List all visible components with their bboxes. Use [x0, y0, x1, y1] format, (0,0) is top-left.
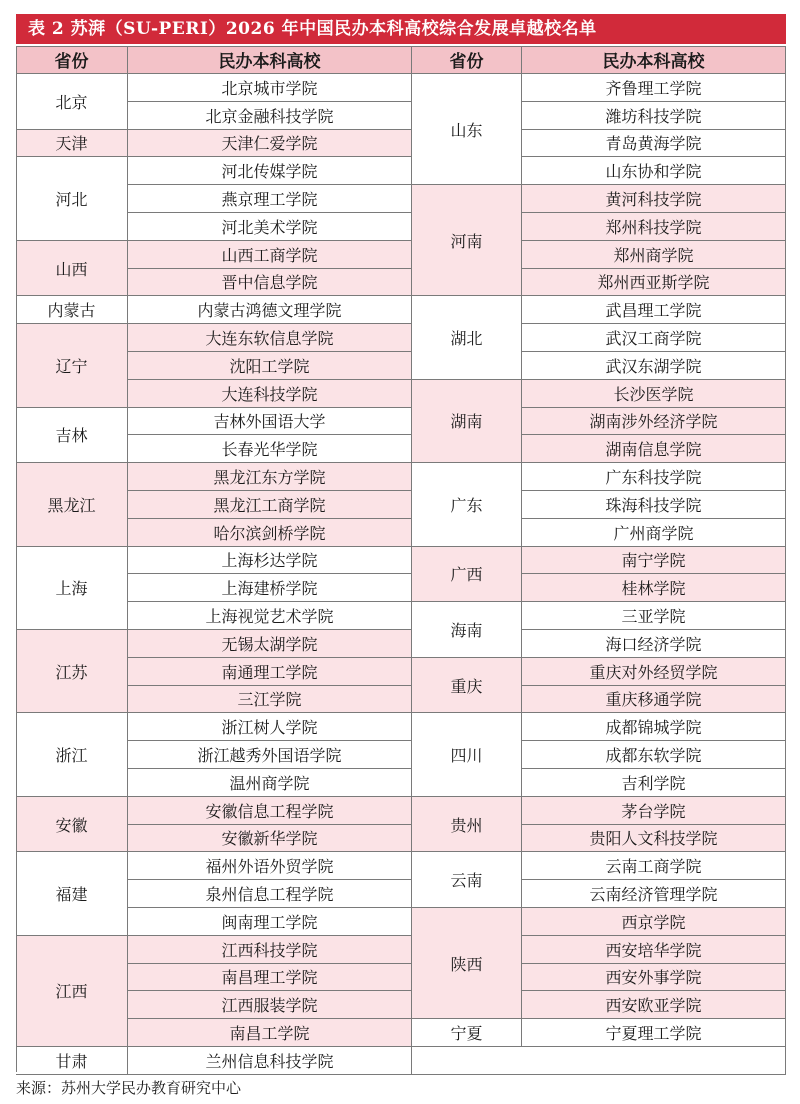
province-cell: 北京 — [16, 74, 128, 130]
school-cell: 重庆对外经贸学院 — [522, 658, 786, 686]
province-cell: 湖南 — [412, 380, 522, 463]
province-cell: 山西 — [16, 241, 128, 297]
table-title: 表 2 苏湃（SU-PERI）2026 年中国民办本科高校综合发展卓越校名单 — [16, 14, 786, 44]
header-school-right: 民办本科高校 — [522, 46, 786, 74]
school-cell: 山东协和学院 — [522, 157, 786, 185]
school-cell: 湖南信息学院 — [522, 435, 786, 463]
school-cell: 北京城市学院 — [128, 74, 412, 102]
province-cell: 上海 — [16, 547, 128, 630]
school-cell: 云南工商学院 — [522, 852, 786, 880]
school-cell: 桂林学院 — [522, 574, 786, 602]
school-cell: 广州商学院 — [522, 519, 786, 547]
school-cell: 闽南理工学院 — [128, 908, 412, 936]
school-cell: 南昌理工学院 — [128, 964, 412, 992]
school-cell: 黑龙江东方学院 — [128, 463, 412, 491]
school-cell: 江西服装学院 — [128, 991, 412, 1019]
school-cell: 吉林外国语大学 — [128, 408, 412, 436]
province-cell: 云南 — [412, 852, 522, 908]
school-cell: 西安培华学院 — [522, 936, 786, 964]
school-cell: 福州外语外贸学院 — [128, 852, 412, 880]
school-cell: 晋中信息学院 — [128, 269, 412, 297]
province-cell: 宁夏 — [412, 1019, 522, 1047]
school-cell: 无锡太湖学院 — [128, 630, 412, 658]
school-cell: 西京学院 — [522, 908, 786, 936]
school-cell: 大连科技学院 — [128, 380, 412, 408]
school-cell: 燕京理工学院 — [128, 185, 412, 213]
school-cell: 郑州商学院 — [522, 241, 786, 269]
school-cell: 贵阳人文科技学院 — [522, 825, 786, 853]
province-cell: 河北 — [16, 157, 128, 240]
province-cell: 海南 — [412, 602, 522, 658]
empty-cell — [412, 1047, 786, 1075]
province-cell: 湖北 — [412, 296, 522, 379]
province-cell: 江西 — [16, 936, 128, 1047]
province-cell: 广东 — [412, 463, 522, 546]
school-cell: 内蒙古鸿德文理学院 — [128, 296, 412, 324]
province-cell: 广西 — [412, 547, 522, 603]
school-cell: 西安欧亚学院 — [522, 991, 786, 1019]
province-cell: 甘肃 — [16, 1047, 128, 1075]
school-cell: 郑州科技学院 — [522, 213, 786, 241]
school-cell: 南宁学院 — [522, 547, 786, 575]
school-cell: 江西科技学院 — [128, 936, 412, 964]
school-cell: 宁夏理工学院 — [522, 1019, 786, 1047]
school-cell: 重庆移通学院 — [522, 686, 786, 714]
source-note: 来源：苏州大学民办教育研究中心 — [16, 1079, 242, 1097]
school-cell: 上海杉达学院 — [128, 547, 412, 575]
school-cell: 黄河科技学院 — [522, 185, 786, 213]
province-cell: 重庆 — [412, 658, 522, 714]
school-table — [16, 46, 786, 1072]
header-province-right: 省份 — [412, 46, 522, 74]
school-cell: 青岛黄海学院 — [522, 130, 786, 158]
province-cell: 辽宁 — [16, 324, 128, 407]
province-cell: 浙江 — [16, 713, 128, 796]
province-cell: 安徽 — [16, 797, 128, 853]
province-cell: 江苏 — [16, 630, 128, 713]
school-cell: 成都锦城学院 — [522, 713, 786, 741]
province-cell: 天津 — [16, 130, 128, 158]
province-cell: 河南 — [412, 185, 522, 296]
school-cell: 郑州西亚斯学院 — [522, 269, 786, 297]
school-cell: 沈阳工学院 — [128, 352, 412, 380]
school-cell: 山西工商学院 — [128, 241, 412, 269]
school-cell: 浙江树人学院 — [128, 713, 412, 741]
header-province-left: 省份 — [16, 46, 128, 74]
province-cell: 陕西 — [412, 908, 522, 1019]
province-cell: 内蒙古 — [16, 296, 128, 324]
school-cell: 上海视觉艺术学院 — [128, 602, 412, 630]
province-cell: 黑龙江 — [16, 463, 128, 546]
school-cell: 武汉工商学院 — [522, 324, 786, 352]
school-cell: 哈尔滨剑桥学院 — [128, 519, 412, 547]
school-cell: 黑龙江工商学院 — [128, 491, 412, 519]
school-cell: 海口经济学院 — [522, 630, 786, 658]
province-cell: 四川 — [412, 713, 522, 796]
school-cell: 吉利学院 — [522, 769, 786, 797]
school-cell: 大连东软信息学院 — [128, 324, 412, 352]
school-cell: 上海建桥学院 — [128, 574, 412, 602]
school-cell: 齐鲁理工学院 — [522, 74, 786, 102]
school-cell: 天津仁爱学院 — [128, 130, 412, 158]
province-cell: 福建 — [16, 852, 128, 935]
school-cell: 西安外事学院 — [522, 964, 786, 992]
school-cell: 长春光华学院 — [128, 435, 412, 463]
school-cell: 成都东软学院 — [522, 741, 786, 769]
school-cell: 兰州信息科技学院 — [128, 1047, 412, 1075]
school-cell: 安徽新华学院 — [128, 825, 412, 853]
school-cell: 河北传媒学院 — [128, 157, 412, 185]
school-cell: 三江学院 — [128, 686, 412, 714]
school-cell: 湖南涉外经济学院 — [522, 408, 786, 436]
school-cell: 云南经济管理学院 — [522, 880, 786, 908]
school-cell: 南昌工学院 — [128, 1019, 412, 1047]
school-cell: 三亚学院 — [522, 602, 786, 630]
school-cell: 温州商学院 — [128, 769, 412, 797]
school-cell: 北京金融科技学院 — [128, 102, 412, 130]
school-cell: 浙江越秀外国语学院 — [128, 741, 412, 769]
school-cell: 泉州信息工程学院 — [128, 880, 412, 908]
school-cell: 河北美术学院 — [128, 213, 412, 241]
school-cell: 南通理工学院 — [128, 658, 412, 686]
school-cell: 安徽信息工程学院 — [128, 797, 412, 825]
header-school-left: 民办本科高校 — [128, 46, 412, 74]
province-cell: 吉林 — [16, 408, 128, 464]
province-cell: 山东 — [412, 74, 522, 185]
school-cell: 珠海科技学院 — [522, 491, 786, 519]
school-cell: 广东科技学院 — [522, 463, 786, 491]
province-cell: 贵州 — [412, 797, 522, 853]
school-cell: 潍坊科技学院 — [522, 102, 786, 130]
school-cell: 茅台学院 — [522, 797, 786, 825]
school-cell: 长沙医学院 — [522, 380, 786, 408]
school-cell: 武昌理工学院 — [522, 296, 786, 324]
school-cell: 武汉东湖学院 — [522, 352, 786, 380]
